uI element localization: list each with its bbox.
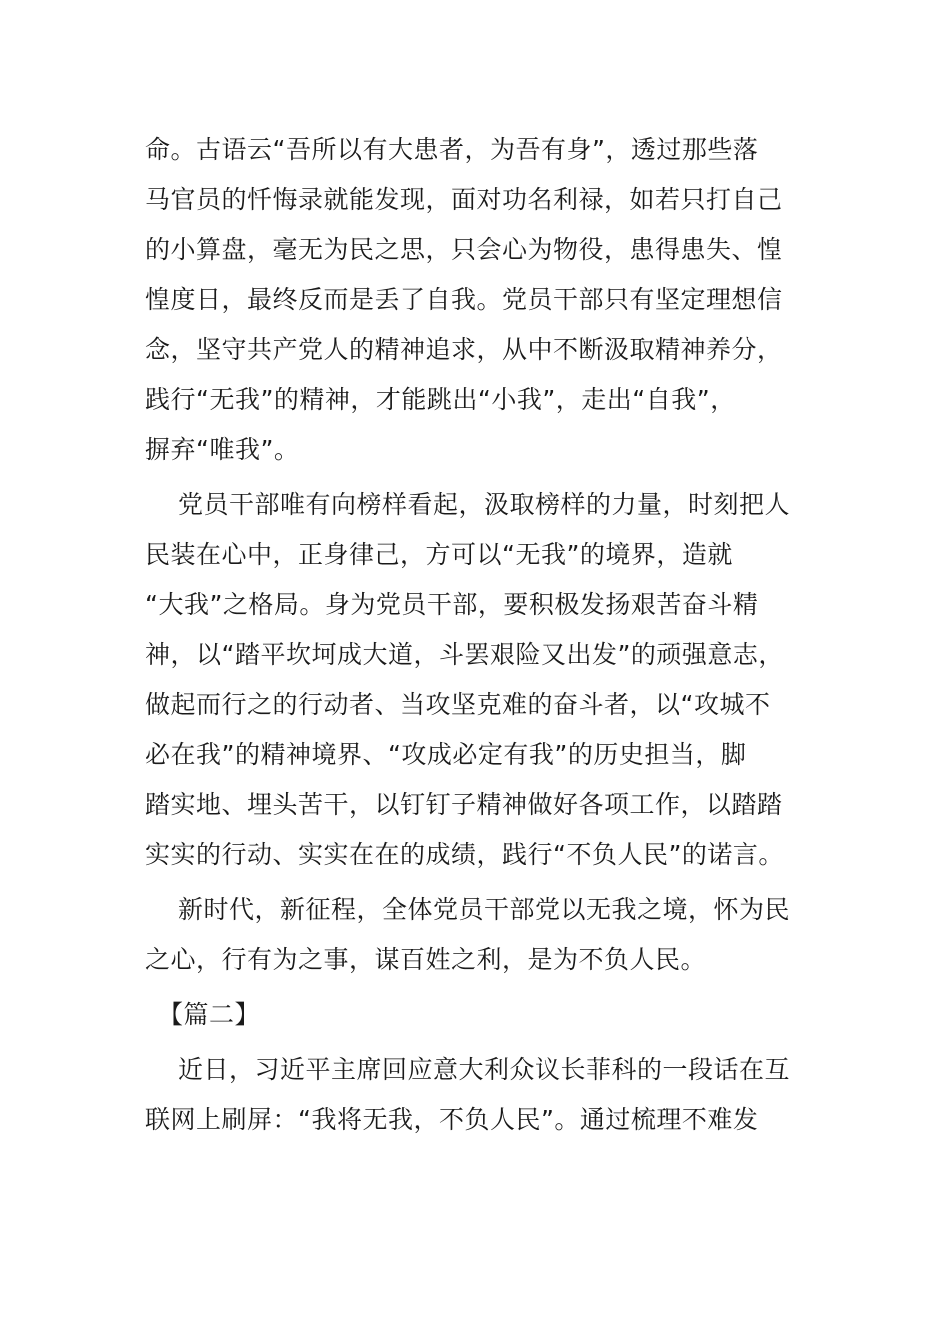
paragraph-line: 践行“无我”的精神，才能跳出“小我”，走出“自我”， [145,385,736,414]
paragraph-line: 马官员的忏悔录就能发现，面对功名利禄，如若只打自己 [145,185,783,214]
paragraph-line: 做起而行之的行动者、当攻坚克难的奋斗者，以“攻城不 [145,690,771,719]
paragraph-line: 的小算盘，毫无为民之思，只会心为物役，患得患失、惶 [145,235,783,264]
paragraph-line: 踏实地、埋头苦干，以钉钉子精神做好各项工作，以踏踏 [145,790,783,819]
paragraph-line: 党员干部唯有向榜样看起，汲取榜样的力量，时刻把人 [178,490,791,519]
section-heading: 【篇二】 [158,1000,261,1029]
paragraph-line: 联网上刷屏：“我将无我，不负人民”。通过梳理不难发 [145,1105,759,1134]
paragraph-line: 必在我”的精神境界、“攻成必定有我”的历史担当，脚 [145,740,747,769]
paragraph-line: 命。古语云“吾所以有大患者，为吾有身”，透过那些落 [145,135,759,164]
paragraph-line: 摒弃“唯我”。 [145,435,300,464]
paragraph-line: 惶度日，最终反而是丢了自我。党员干部只有坚定理想信 [145,285,783,314]
paragraph-line: 实实的行动、实实在在的成绩，践行“不负人民”的诺言。 [145,840,784,869]
paragraph-line: 神，以“踏平坎坷成大道，斗罢艰险又出发”的顽强意志， [145,640,784,669]
paragraph-line: 近日，习近平主席回应意大利众议长菲科的一段话在互 [178,1055,791,1084]
paragraph-line: 新时代，新征程，全体党员干部党以无我之境，怀为民 [178,895,791,924]
paragraph-line: 民装在心中，正身律己，方可以“无我”的境界，造就 [145,540,733,569]
paragraph-line: 之心，行有为之事，谋百姓之利，是为不负人民。 [145,945,707,974]
paragraph-line: “大我”之格局。身为党员干部，要积极发扬艰苦奋斗精 [145,590,759,619]
paragraph-line: 念，坚守共产党人的精神追求，从中不断汲取精神养分， [145,335,783,364]
